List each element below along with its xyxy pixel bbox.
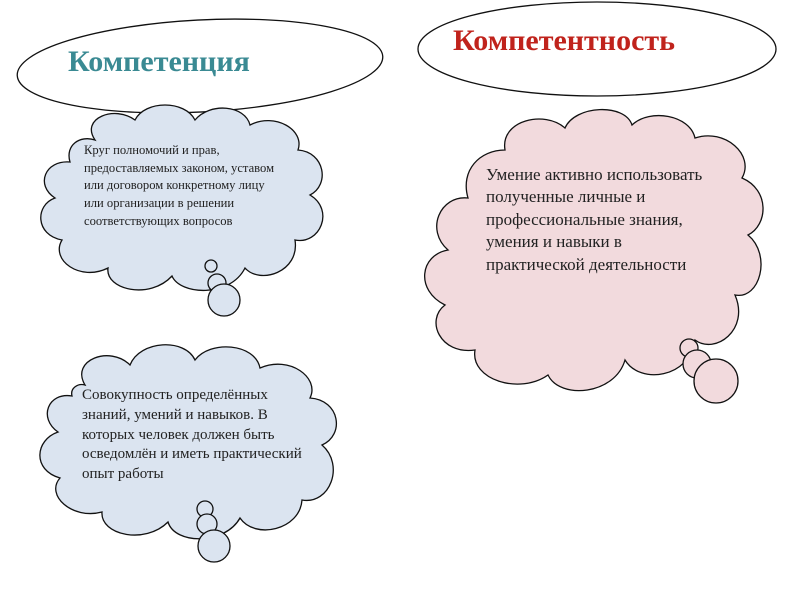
thought-bubble-large bbox=[208, 284, 240, 316]
thought-bubble-large bbox=[694, 359, 738, 403]
cloud-text-competence-definition: Круг полномочий и прав, предоставляемых законом, уставом или договором конкретному лицу или организации в решении соответствующих вопросов bbox=[84, 143, 275, 228]
cloud-text-competency-skill: Умение активно использовать полученные личные и профессиональные знания, умения и навыки в практической деятельности bbox=[486, 165, 703, 274]
title-competence: Компетенция bbox=[68, 45, 250, 78]
thought-bubble-large bbox=[198, 530, 230, 562]
title-competency: Компетентность bbox=[453, 24, 675, 57]
thought-bubble-small bbox=[205, 260, 217, 272]
cloud-text-competence-knowledge: Совокупность определённых знаний, умений и навыков. В которых человек должен быть осведомлён и иметь практический опыт работы bbox=[82, 387, 302, 483]
